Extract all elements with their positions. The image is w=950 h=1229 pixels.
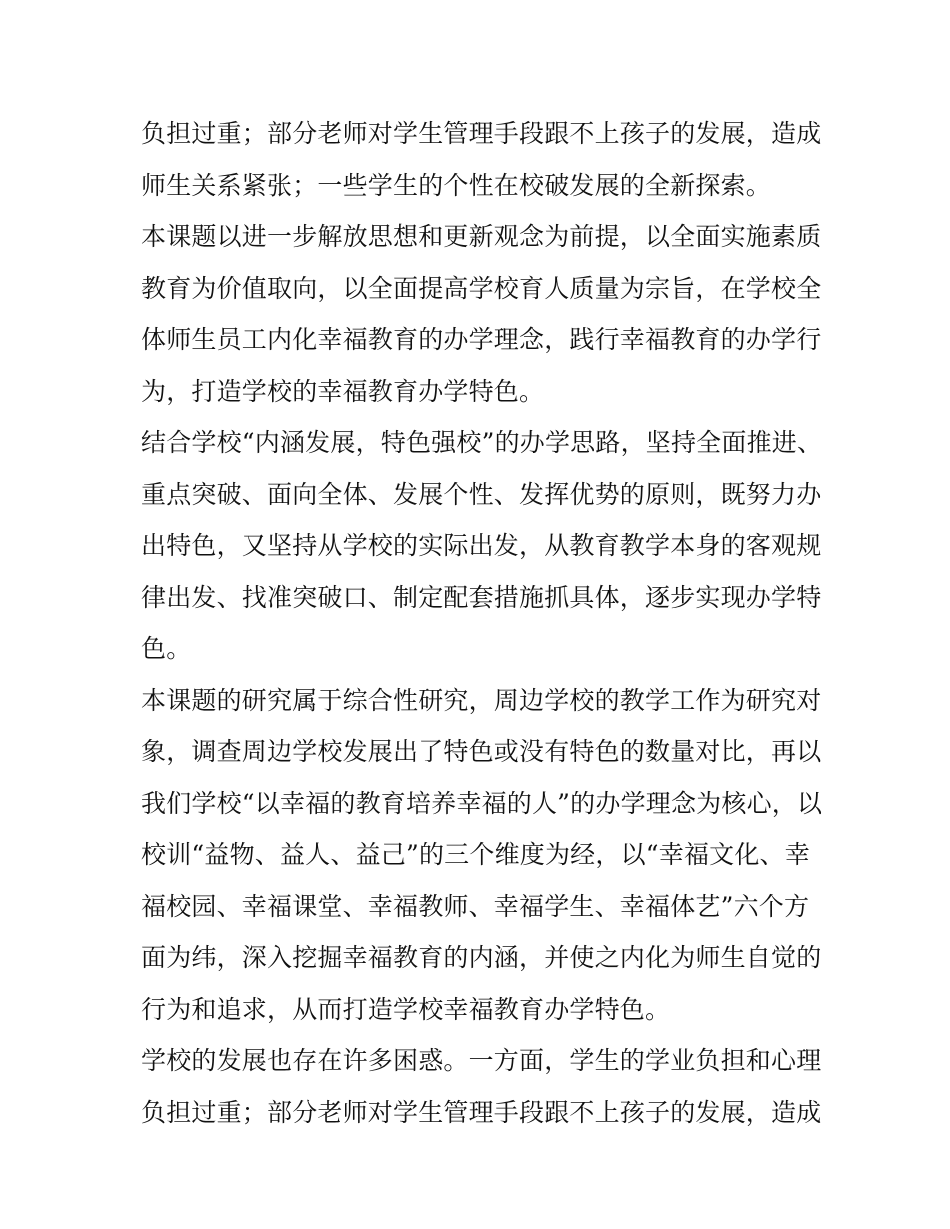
text-line: 色。 <box>141 634 192 663</box>
text-line: 体师生员工内化幸福教育的办学理念，践行幸福教育的办学行 <box>141 325 822 354</box>
text-line: 教育为价值取向，以全面提高学校育人质量为宗旨，在学校全 <box>141 273 822 303</box>
text-line: 为，打造学校的幸福教育办学特色。 <box>141 376 545 406</box>
text-line: 象，调查周边学校发展出了特色或没有特色的数量对比，再以 <box>141 737 822 766</box>
text-line: 负担过重；部分老师对学生管理手段跟不上孩子的发展，造成 <box>141 119 822 148</box>
text-line: 我们学校“以幸福的教育培养幸福的人”的办学理念为核心，以 <box>141 788 823 818</box>
text-line: 本课题以进一步解放思想和更新观念为前提，以全面实施素质 <box>141 222 822 251</box>
document-body <box>141 108 821 1138</box>
text-line: 结合学校“内涵发展，特色强校”的办学思路，坚持全面推进、 <box>141 428 823 457</box>
text-line: 福校园、幸福课堂、幸福教师、幸福学生、幸福体艺”六个方 <box>141 891 810 921</box>
text-line: 本课题的研究属于综合性研究，周边学校的教学工作为研究对 <box>141 685 822 715</box>
text-line: 律出发、找准突破口、制定配套措施抓具体，逐步实现办学特 <box>141 582 822 612</box>
text-line: 负担过重；部分老师对学生管理手段跟不上孩子的发展，造成 <box>141 1097 822 1127</box>
text-line: 师生关系紧张；一些学生的个性在校破发展的全新探索。 <box>141 170 772 200</box>
text-line: 出特色，又坚持从学校的实际出发，从教育教学本身的客观规 <box>141 531 822 560</box>
text-line: 学校的发展也存在许多困惑。一方面，学生的学业负担和心理 <box>141 1046 822 1075</box>
text-line: 校训“益物、益人、益己”的三个维度为经，以“幸福文化、幸 <box>141 840 810 869</box>
text-line: 行为和追求，从而打造学校幸福教育办学特色。 <box>141 994 671 1024</box>
text-line: 重点突破、面向全体、发展个性、发挥优势的原则，既努力办 <box>141 479 822 509</box>
text-line: 面为纬，深入挖掘幸福教育的内涵，并使之内化为师生自觉的 <box>141 943 822 972</box>
